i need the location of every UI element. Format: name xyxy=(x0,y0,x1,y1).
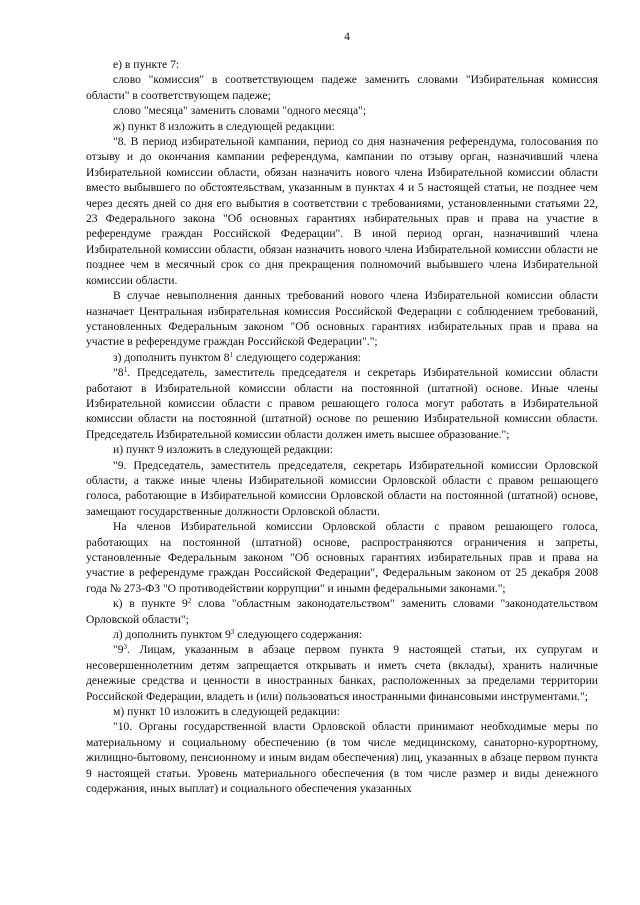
paragraph: слово "комиссия" в соответствующем падеже заменить словами "Избирательная комиссия области" в соответствующем падеже; xyxy=(86,73,598,102)
paragraph-text: "8 xyxy=(113,366,124,380)
paragraph-text: з) дополнить пунктом 8 xyxy=(113,350,230,364)
paragraph-text: . Лицам, указанным в абзаце первом пункта 9 настоящей статьи, их супругам и несовершеннолетним детям запрещается открывать и иметь счета (вклады), хранить наличные денежные средства и ценности в иностранных банках, расположенных за пределами территории Российской Федерации, владеть и (или) пользоваться иностранными финансовыми инструментами."; xyxy=(86,643,598,703)
paragraph: и) пункт 9 изложить в следующей редакции: xyxy=(113,443,333,457)
paragraph: "10. Органы государственной власти Орловской области принимают необходимые меры по материальному и социальному обеспечению (в том числе медицинскому, санаторно-курортному, жилищно-бытовому, пенсионному и иным видам обеспечения) лиц, указанных в абзаце первом пункта 9 настоящей статьи. Уровень материального обеспечения (в том числе размер и виды денежного содержания, иных выплат) и социального обеспечения указанных xyxy=(86,720,598,796)
superscript-index: 1 xyxy=(229,350,234,359)
page-number: 4 xyxy=(344,31,350,43)
paragraph xyxy=(86,350,598,365)
superscript-index: 1 xyxy=(123,366,128,375)
superscript-index: 3 xyxy=(123,643,128,652)
paragraph xyxy=(86,627,598,642)
paragraph: е) в пункте 7: xyxy=(113,58,180,71)
paragraph-text: "9 xyxy=(113,643,124,657)
paragraph-text: следующего содержания: xyxy=(234,628,363,642)
paragraph: На членов Избирательной комиссии Орловской области с правом решающего голоса, работающих на постоянной (штатной) основе, распространяются ограничения и запреты, установленные Федеральным законом "Об основных гарантиях избирательных прав и права на участие в референдуме граждан Российской Федерации", Федеральным законом от 25 декабря 2008 года № 273-ФЗ "О противодействии коррупции" и иными федеральными законами."; xyxy=(86,520,598,595)
document-body xyxy=(86,57,598,797)
paragraph-text: слова "областным законодательством" заменить словами "законодательством Орловской области"; xyxy=(86,597,598,626)
paragraph-text: следующего содержания: xyxy=(233,350,362,364)
paragraph: м) пункт 10 изложить в следующей редакции: xyxy=(113,705,340,719)
superscript-index: 3 xyxy=(230,628,235,637)
paragraph-text: л) дополнить пунктом 9 xyxy=(113,628,231,642)
paragraph xyxy=(86,596,598,627)
paragraph: "9. Председатель, заместитель председателя, секретарь Избирательной комиссии Орловской области, а также иные члены Избирательной комиссии Орловской области с правом решающего голоса, работающие в Избирательной комиссии Орловской области на постоянной (штатной) основе, замещают государственные должности Орловской области. xyxy=(86,458,598,518)
paragraph: слово "месяца" заменить словами "одного месяца"; xyxy=(113,104,367,118)
superscript-index: 2 xyxy=(187,597,192,606)
paragraph: В случае невыполнения данных требований нового члена Избирательной комиссии области назначает Центральная избирательная комиссия Российской Федерации с соблюдением требований, установленных Федеральным законом "Об основных гарантиях избирательных прав и права на участие в референдуме граждан Российской Федерации"."; xyxy=(86,289,598,349)
paragraph-text: . Председатель, заместитель председателя и секретарь Избирательной комиссии области работают в Избирательной комиссии области на постоянной (штатной) основе. Иные члены Избирательной комиссии области с правом решающего голоса могут работать в Избирательной комиссии области на постоянной (штатной) основе по решению Избирательной комиссии области. Председатель Избирательной комиссии области должен иметь высшее образование."; xyxy=(86,366,598,441)
paragraph xyxy=(86,642,598,704)
paragraph-text: к) в пункте 9 xyxy=(113,597,188,611)
paragraph: "8. В период избирательной кампании, период со дня назначения референдума, голосования по отзыву и до окончания кампании референдума, кампании по отзыву орган, назначивший члена Избирательной комиссии области, обязан назначить нового члена Избирательной комиссии области вместо выбывшего по обстоятельствам, указанным в пунктах 4 и 5 настоящей статьи, не позднее чем через десять дней со дня его выбытия в соответствии с требованиями, установленными статьями 22, 23 Федерального закона "Об основных гарантиях избирательных прав и права на участие в референдуме граждан Российской Федерации". В иной период орган, назначивший члена Избирательной комиссии области, обязан назначить нового члена Избирательной комиссии области не позднее чем в месячный срок со дня прекращения полномочий выбывшего члена Избирательной комиссии области. xyxy=(86,135,598,287)
paragraph xyxy=(86,365,598,442)
paragraph: ж) пункт 8 изложить в следующей редакции: xyxy=(113,119,335,133)
